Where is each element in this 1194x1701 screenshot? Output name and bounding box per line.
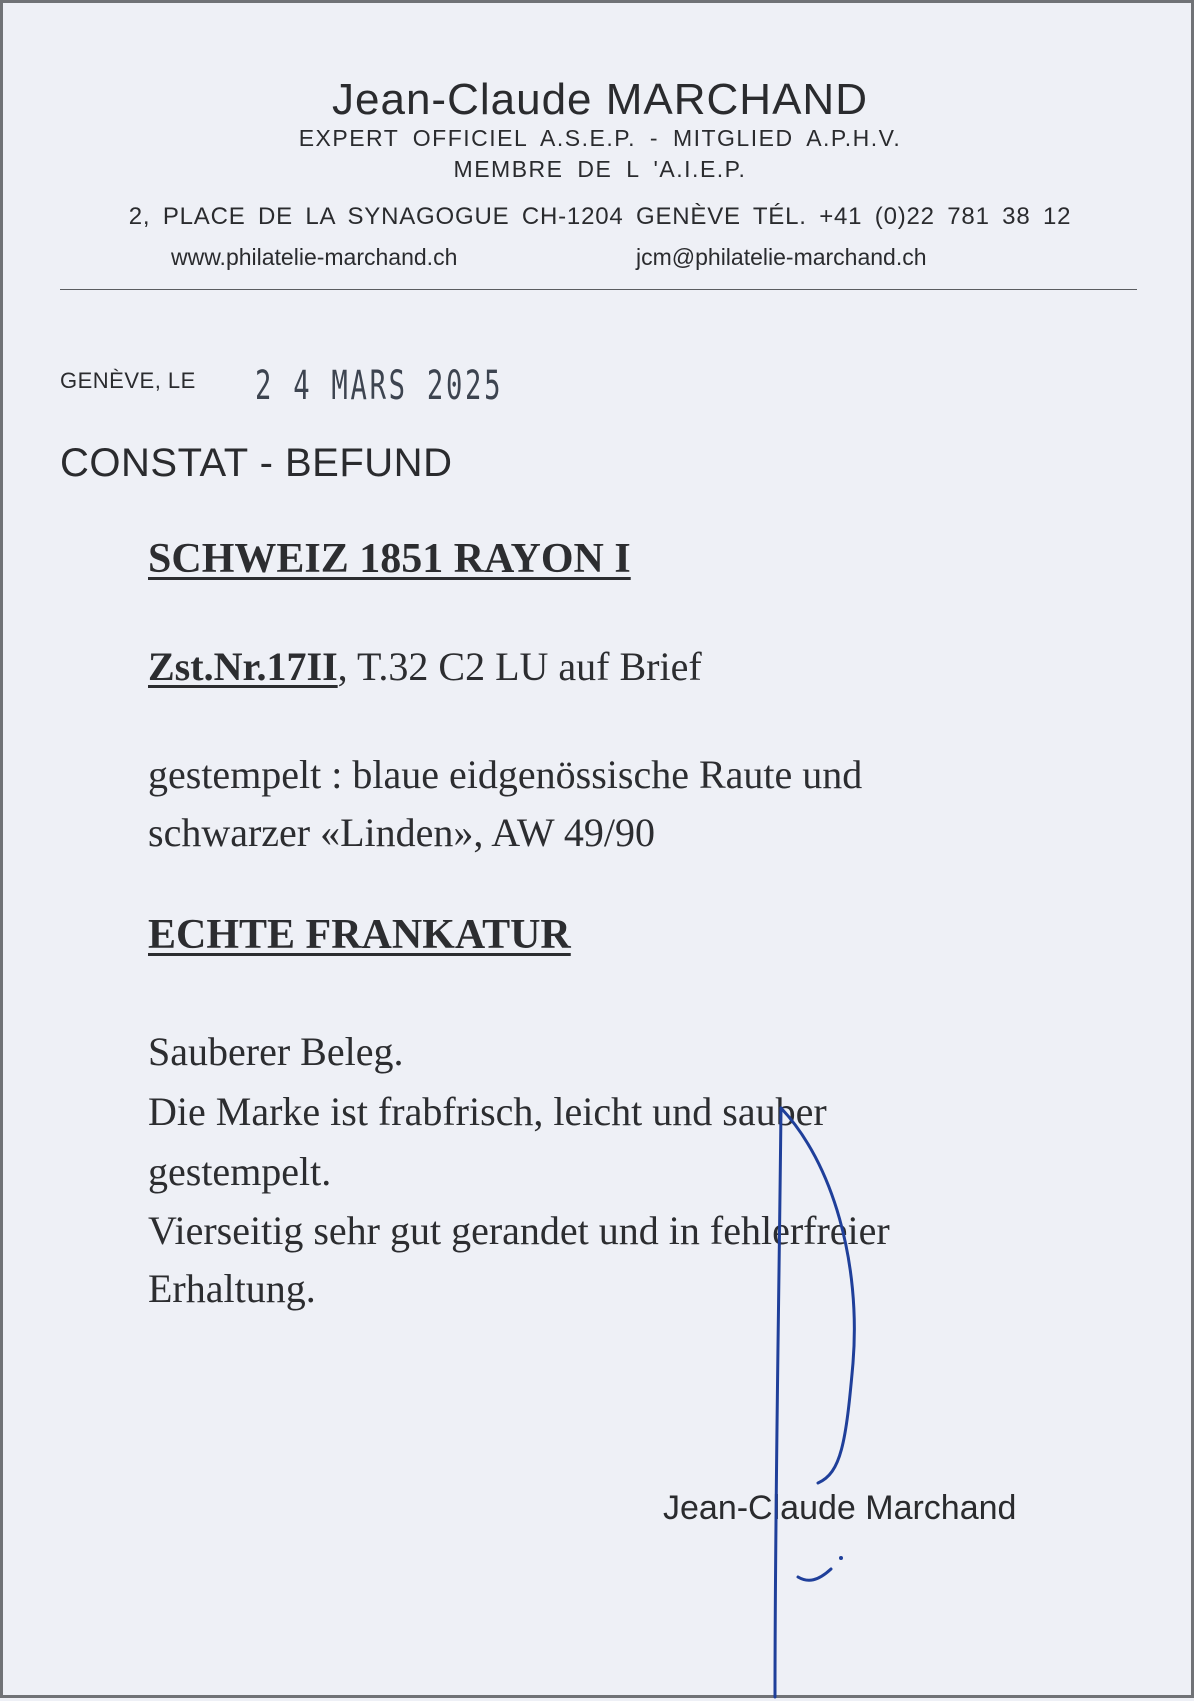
catalog-number: Zst.Nr.17II <box>148 644 338 689</box>
header-divider <box>60 289 1137 290</box>
credentials-line: EXPERT OFFICIEL A.S.E.P. - MITGLIED A.P.H.V. <box>298 125 902 151</box>
body-line: Vierseitig sehr gut gerandet und in fehlerfreier <box>148 1208 890 1253</box>
verdict: ECHTE FRANKATUR <box>148 912 571 958</box>
catalog-line <box>148 643 702 690</box>
email-link[interactable]: jcm@philatelie-marchand.ch <box>636 244 927 270</box>
cancel-line-1: gestempelt : blaue eidgenössische Raute und <box>148 752 863 797</box>
website-link[interactable]: www.philatelie-marchand.ch <box>171 244 458 270</box>
address-line: 2, PLACE DE LA SYNAGOGUE CH-1204 GENÈVE TÉL. +41 (0)22 781 38 12 <box>128 203 1072 230</box>
stamp-title: SCHWEIZ 1851 RAYON I <box>148 536 631 582</box>
body-line: Die Marke ist frabfrisch, leicht und sauber <box>148 1089 827 1134</box>
date-place: GENÈVE, LE <box>60 368 196 393</box>
catalog-details: , T.32 C2 LU auf Brief <box>337 644 702 689</box>
document-heading: CONSTAT - BEFUND <box>60 441 453 485</box>
date-stamp: 2 4 MARS 2025 <box>255 363 504 409</box>
expert-name: Jean-Claude MARCHAND <box>332 75 868 124</box>
cancel-line-2: schwarzer «Linden», AW 49/90 <box>148 810 656 855</box>
membership-line: MEMBRE DE L 'A.I.E.P. <box>453 156 747 182</box>
body-line: Sauberer Beleg. <box>148 1029 404 1074</box>
signer-name: Jean-Claude Marchand <box>663 1489 1017 1527</box>
body-line: gestempelt. <box>148 1149 332 1194</box>
body-line: Erhaltung. <box>148 1266 316 1311</box>
